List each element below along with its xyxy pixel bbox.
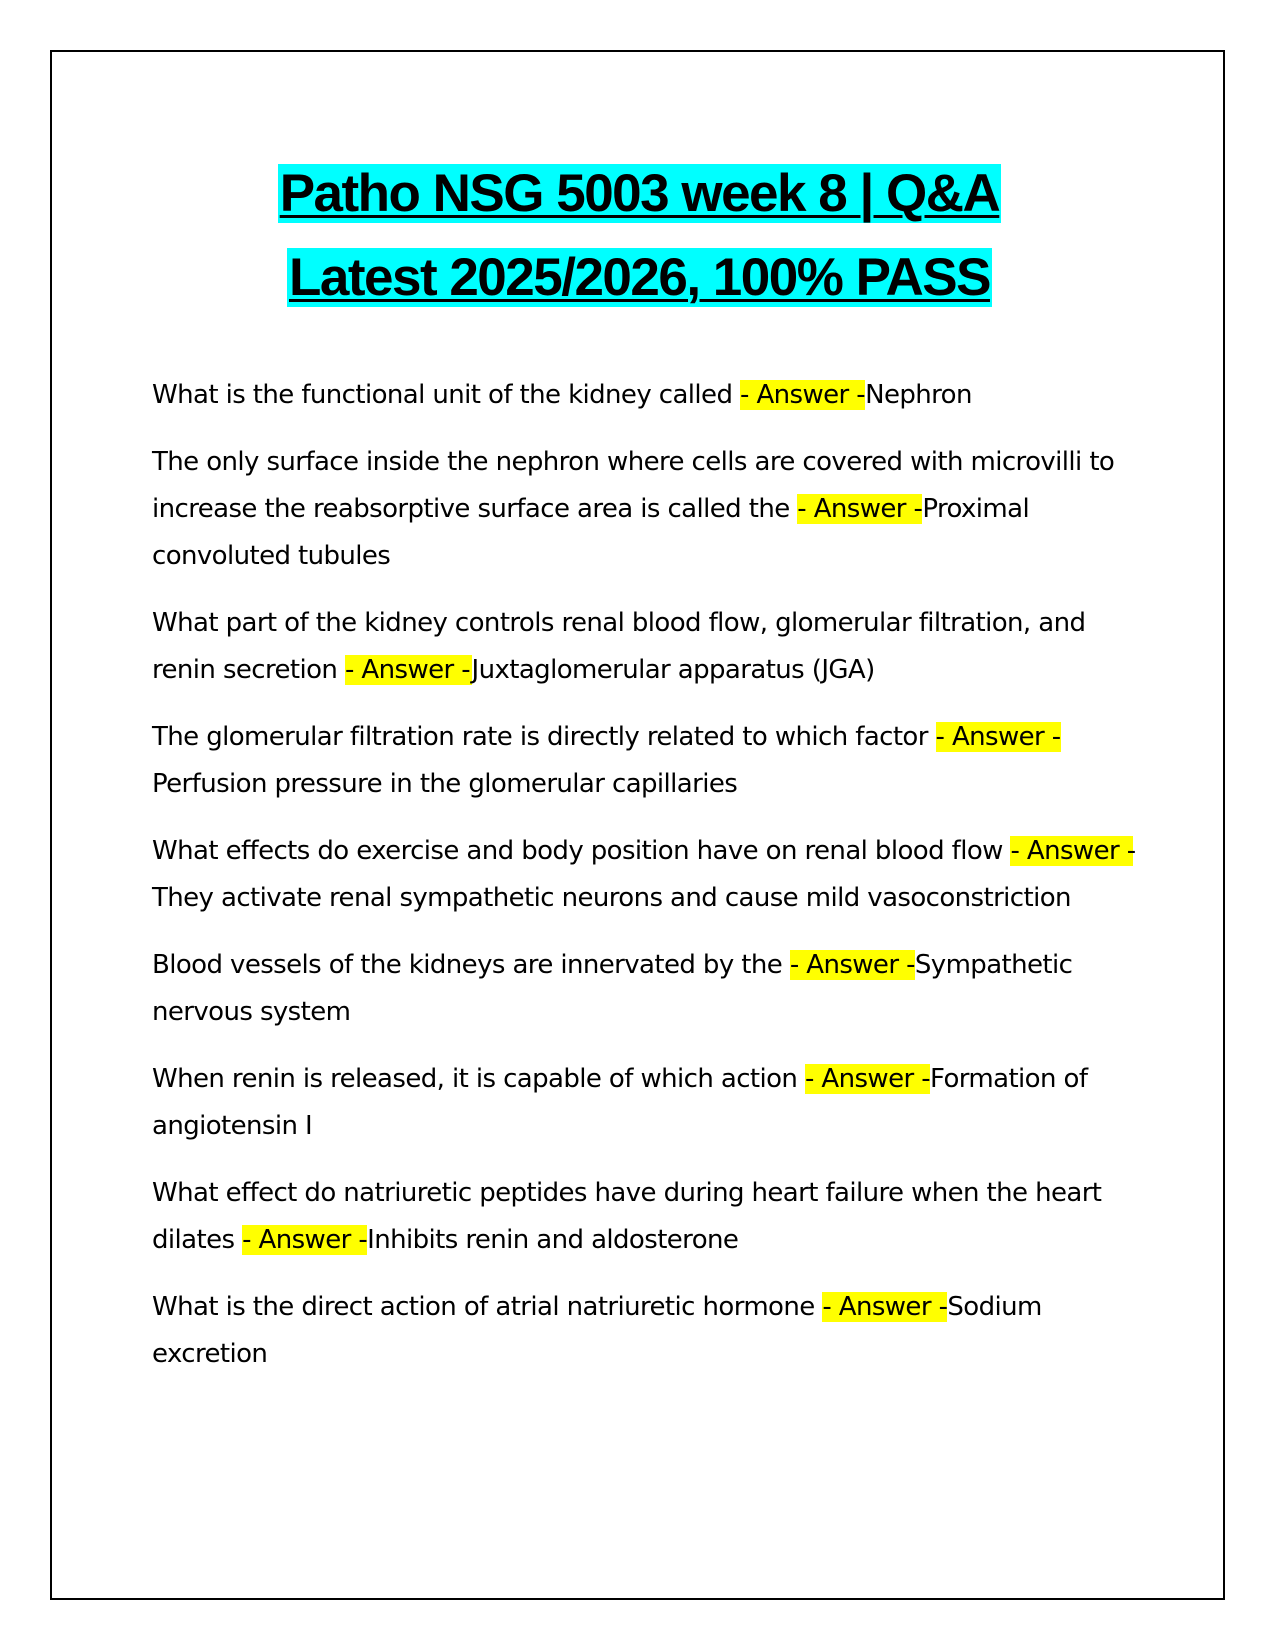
question-text: What is the functional unit of the kidney called bbox=[152, 380, 741, 410]
question-text: Blood vessels of the kidneys are innervated by the bbox=[152, 950, 790, 980]
answer-text: Perfusion pressure in the glomerular capillaries bbox=[152, 769, 738, 799]
question-text: The glomerular filtration rate is directly related to which factor bbox=[152, 722, 936, 752]
answer-marker: - Answer - bbox=[822, 1292, 948, 1322]
qa-item bbox=[152, 942, 1152, 1036]
answer-marker: - Answer - bbox=[935, 722, 1061, 752]
answer-text: Juxtaglomerular apparatus (JGA) bbox=[471, 655, 875, 685]
answer-marker: - Answer - bbox=[789, 950, 915, 980]
answer-marker: - Answer - bbox=[804, 1064, 931, 1094]
answer-marker: - Answer - bbox=[740, 380, 866, 410]
question-text: What effect do natriuretic peptides have during heart failure when the heart dilates bbox=[152, 1178, 1102, 1255]
answer-marker: - Answer - bbox=[242, 1225, 368, 1255]
answer-text: Sympathetic nervous system bbox=[152, 950, 1073, 1027]
question-text: What is the direct action of atrial natriuretic hormone bbox=[152, 1292, 823, 1322]
qa-item bbox=[152, 1056, 1152, 1150]
qa-list bbox=[152, 372, 1152, 1398]
qa-item bbox=[152, 828, 1152, 922]
answer-text: Formation of angiotensin I bbox=[152, 1064, 1088, 1141]
question-text: What part of the kidney controls renal blood flow, glomerular filtration, and renin secretion bbox=[152, 608, 1086, 685]
qa-item bbox=[152, 600, 1152, 694]
title-line-1: Patho NSG 5003 week 8 | Q&A bbox=[279, 164, 1000, 223]
qa-item bbox=[152, 372, 1152, 419]
question-text: What effects do exercise and body position have on renal blood flow bbox=[152, 836, 1011, 866]
question-text: The only surface inside the nephron where cells are covered with microvilli to increase the reabsorptive surface area is called the bbox=[152, 447, 1115, 524]
answer-marker: - Answer - bbox=[1010, 836, 1134, 866]
answer-text: Sodium excretion bbox=[152, 1292, 1042, 1369]
document-title bbox=[52, 152, 1227, 320]
answer-text: They activate renal sympathetic neurons and cause mild vasoconstriction bbox=[152, 883, 1071, 913]
qa-item bbox=[152, 439, 1152, 580]
question-text: When renin is released, it is capable of which action bbox=[152, 1064, 805, 1094]
answer-text: Proximal convoluted tubules bbox=[152, 494, 1030, 571]
qa-item bbox=[152, 714, 1152, 808]
answer-marker: - Answer - bbox=[344, 655, 472, 685]
qa-item bbox=[152, 1170, 1152, 1264]
qa-item bbox=[152, 1284, 1152, 1378]
answer-marker: - Answer - bbox=[797, 494, 923, 524]
answer-text: Inhibits renin and aldosterone bbox=[367, 1225, 739, 1255]
title-line-2: Latest 2025/2026, 100% PASS bbox=[289, 248, 990, 307]
answer-text: Nephron bbox=[865, 380, 972, 410]
page-frame bbox=[50, 50, 1225, 1600]
